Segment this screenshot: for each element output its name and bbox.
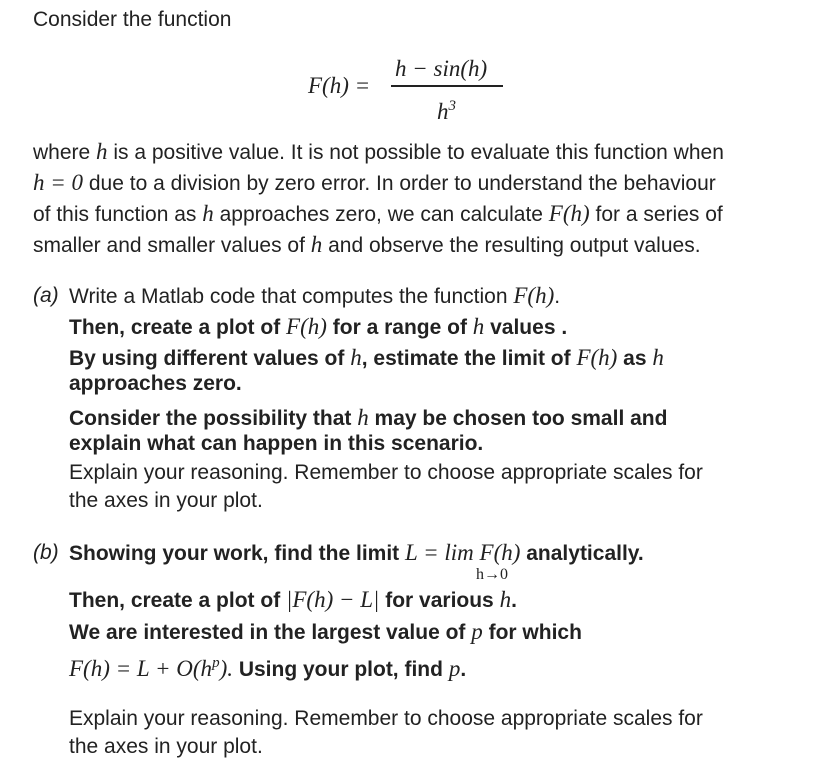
equation-lhs: F(h) = [308, 73, 371, 98]
part-a-line-6: explain what can happen in this scenario. [69, 432, 484, 455]
part-b-line-1: Showing your work, find the limit L = lim F(h) analytically. [69, 540, 644, 565]
fraction-bar [391, 85, 503, 87]
limit-expression: L = lim F(h) [405, 540, 521, 565]
part-a-line-4: approaches zero. [69, 372, 242, 395]
part-a-line-2: Then, create a plot of F(h) for a range of h values . [69, 314, 568, 339]
limit-subscript: h→0 [476, 566, 508, 583]
part-b-line-5: Explain your reasoning. Remember to choose appropriate scales for [69, 707, 703, 730]
equation-denominator: $h^3$ [437, 98, 456, 124]
part-a-line-5: Consider the possibility that h may be chosen too small and [69, 405, 668, 430]
para-line-1: where h is a positive value. It is not possible to evaluate this function when [33, 139, 724, 164]
equation-numerator: h − sin(h) [395, 56, 488, 81]
part-a-line-8: the axes in your plot. [69, 489, 263, 512]
part-a-label: (a) [33, 284, 59, 307]
part-b-line-4: $F(h) = L + O(h^p)$. Using your plot, find p. [69, 655, 467, 681]
part-b-label: (b) [33, 541, 59, 564]
abs-error-expression: |F(h) − L| [286, 587, 380, 612]
para-line-3: of this function as h approaches zero, we can calculate F(h) for a series of [33, 201, 723, 226]
part-b-line-6: the axes in your plot. [69, 735, 263, 758]
para-line-4: smaller and smaller values of h and observe the resulting output values. [33, 232, 701, 257]
part-a-line-7: Explain your reasoning. Remember to choose appropriate scales for [69, 461, 703, 484]
para-line-2: h = 0 due to a division by zero error. In order to understand the behaviour [33, 170, 716, 195]
part-b-line-2: Then, create a plot of |F(h) − L| for various h. [69, 587, 517, 612]
big-o-expression: $F(h) = L + O(h^p)$. [69, 655, 233, 681]
part-a-line-1: Write a Matlab code that computes the function F(h). [69, 283, 561, 308]
part-b-line-3: We are interested in the largest value of p for which [69, 619, 582, 644]
part-a-line-3: By using different values of h, estimate the limit of F(h) as h [69, 345, 664, 370]
intro-text: Consider the function [33, 8, 232, 31]
